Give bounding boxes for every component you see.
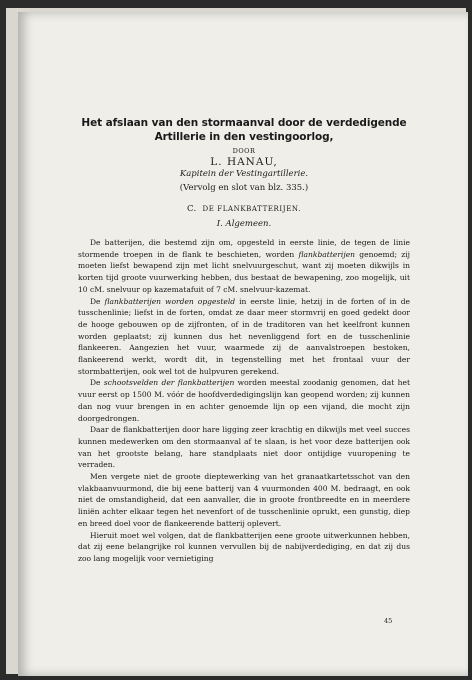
page-number: 45: [384, 617, 393, 625]
author-rank: Kapitein der Vestingartillerie.: [179, 169, 309, 179]
title-line-1: Het afslaan van den stormaanval door de verdedigende: [81, 117, 407, 129]
body-paragraph: [78, 424, 410, 471]
emphasized-text: flankbatterijen worden opgesteld: [104, 296, 236, 306]
body-paragraph: [78, 530, 410, 565]
author-name: L. HANAU,: [210, 156, 278, 168]
section-letter: C.: [186, 204, 197, 214]
byline-door: DOOR: [232, 147, 256, 155]
article-content: [78, 116, 410, 565]
section-title: DE FLANKBATTERIJEN.: [202, 205, 302, 213]
article-title: [78, 116, 410, 144]
paragraph-text: De batterijen, die bestemd zijn om, opgesteld in eerste linie, de tegen de linie stormende troepen in de flank te beschieten, worden: [78, 238, 410, 259]
paragraph-text: De: [90, 296, 105, 306]
body-paragraph: [78, 377, 410, 424]
title-line-2: Artillerie in den vestingoorlog,: [154, 131, 334, 143]
paragraph-text: De: [90, 378, 104, 388]
paper-page: [18, 12, 468, 676]
emphasized-text: schootsvelden der flankbatterijen: [103, 378, 235, 388]
paragraph-text: genoemd; zij moeten liefst bewapend zijn met licht snelvuurgeschut, want zij moeten dikwijls in korten tijd groote vuurwerking hebben, dus bestaat de bewapening, zoo mogelijk, uit 10 cM. snelvuur op kazematafuit of 7 cM. snelvuur-kazemat.: [78, 249, 410, 294]
paragraph-text: worden meestal zoodanig genomen, dat het vuur eerst op 1500 M. vóór de hoofdverdedigingslijn kan geopend worden; zij kunnen dan nog vuur brengen in en achter genoemde lijn op een vijand, die mocht zijn doorgedrongen.: [78, 378, 410, 423]
paragraph-text: Hieruit moet wel volgen, dat de flankbatterijen eene groote uitwerkunnen hebben, dat zij eene belangrijke rol kunnen vervullen bij de nabijverdediging, en dat zij dus zoo lang mogelijk voor vernietiging: [78, 530, 410, 563]
emphasized-text: flankbatterijen: [298, 249, 356, 259]
body-paragraph: [78, 471, 410, 530]
paragraph-text: in eerste linie, hetzij in de forten of in de tusschenlinie; liefst in de forten, omdat ze daar meer stormvrij en goed gedekt door de hooge gebouwen op de zijfronten, of in de traditoren van het keelfront kunnen worden geplaatst; zij kunnen dus het nevenliggend fort en de tusschenlinie flankeeren. Aangezien het vuur, waarmede zij de aanvalstroepen bestoken, flankeerend werkt, wordt dit, in tegenstelling met het frontaal vuur der stormbatterijen, ook wel tot de hulpvuren gerekend.: [78, 296, 411, 376]
paragraph-text: Daar de flankbatterijen door hare ligging zeer krachtig en dikwijls met veel succes kunnen medewerken om den stormaanval af te slaan, is het voor deze batterijen ook van het grootste belang, hare standplaats niet door ontijdige vuuropening te verraden.: [78, 425, 410, 470]
body-paragraph: [78, 237, 410, 296]
section-heading: [78, 204, 410, 214]
subsection-heading: I. Algemeen.: [216, 219, 272, 229]
body-paragraph: [78, 296, 410, 378]
continuation-note: (Vervolg en slot van blz. 335.): [179, 183, 309, 193]
article-body: [78, 237, 410, 565]
paragraph-text: Men vergete niet de groote dieptewerking van het granaatkartetsschot van den vlakbaanvuurmond, die bij eene batterij van 4 vuurmonden 400 M. bedraagt, en ook niet de omstandigheid, dat een aanvaller, die in groote frontbreedte en in meerdere liniën achter elkaar tegen het nevenfort of de tusschenlinie oprukt, een gunstig, diep en breed doel voor de flankeerende batterij oplevert.: [78, 472, 410, 528]
